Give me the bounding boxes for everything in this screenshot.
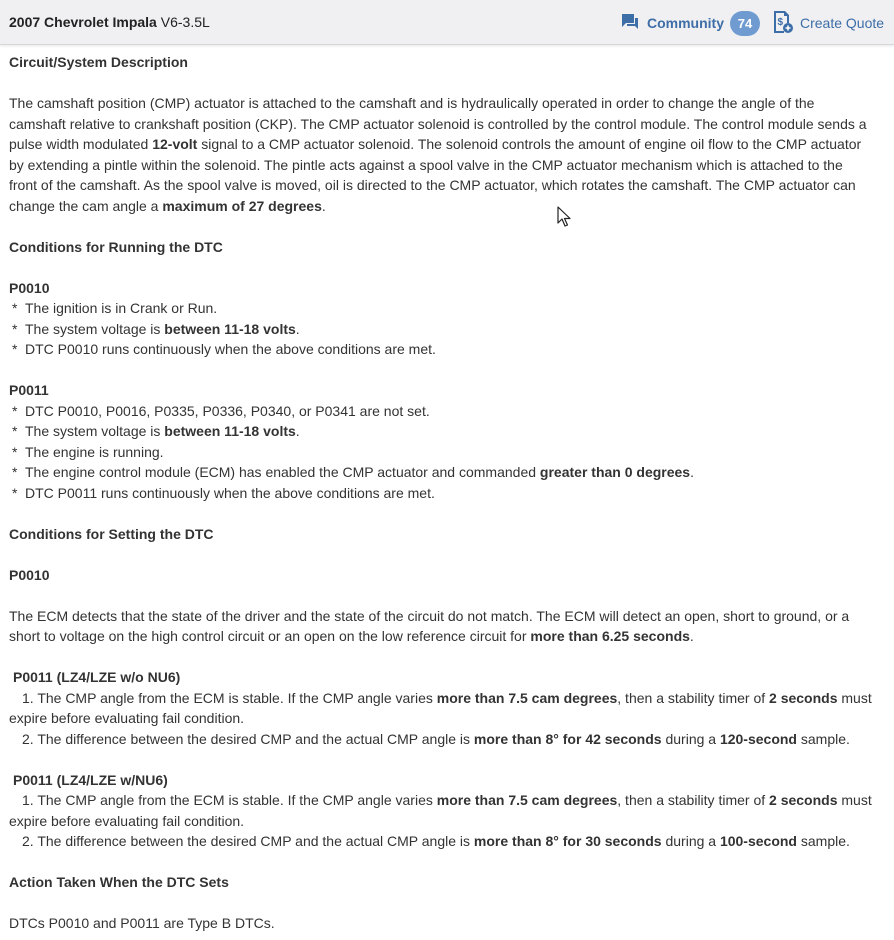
engine-label: V6-3.5L	[160, 14, 210, 30]
quote-icon	[772, 10, 794, 37]
chat-icon	[621, 13, 639, 34]
bullet-item: * The system voltage is between 11-18 volts.	[12, 320, 300, 337]
paragraph-line: camshaft relative to crankshaft position (CKP). The CMP actuator solenoid is controlled by the control module. The control module sends a	[9, 115, 867, 132]
vehicle-title: 2007 Chevrolet Impala V6-3.5L	[9, 14, 210, 30]
bullet-item: * The engine control module (ECM) has enabled the CMP actuator and commanded greater than 0 degrees.	[12, 464, 694, 480]
bullet-item: * DTC P0011 runs continuously when the above conditions are met.	[12, 484, 435, 501]
paragraph-line: change the cam angle a maximum of 27 degrees.	[9, 197, 326, 214]
circuit-heading: Circuit/System Description	[9, 54, 188, 70]
community-button[interactable]	[621, 10, 760, 36]
bullet-item: * The engine is running.	[12, 443, 164, 460]
action-text: DTCs P0010 and P0011 are Type B DTCs.	[9, 915, 275, 931]
top-bar	[0, 0, 894, 45]
bullet-item: * The ignition is in Crank or Run.	[12, 300, 218, 316]
community-count-badge: 74	[730, 11, 760, 36]
setting-heading: Conditions for Setting the DTC	[9, 525, 214, 542]
mouse-pointer-icon	[557, 206, 571, 228]
bullet-item: * DTC P0010, P0016, P0335, P0336, P0340, or P0341 are not set.	[12, 402, 430, 419]
bullet-item: * The system voltage is between 11-18 volts.	[12, 423, 300, 439]
dtc-code-label: P0010	[9, 566, 50, 583]
paragraph-line: by extending a pintle within the solenoid. The pintle acts against a spool valve in the CMP actuator mechanism which is attached to the	[9, 156, 843, 173]
create-quote-button[interactable]	[772, 10, 884, 36]
paragraph-line: front of the camshaft. As the spool valve is moved, oil is directed to the CMP actuator, which rotates the camshaft. The CMP actuator can	[9, 177, 856, 193]
running-heading: Conditions for Running the DTC	[9, 238, 223, 255]
procedure-document	[9, 45, 889, 934]
numbered-item-continuation: expire before evaluating fail condition.	[9, 710, 245, 726]
numbered-item: 1. The CMP angle from the ECM is stable. If the CMP angle varies more than 7.5 cam degrees, then a stability timer of 2 seconds must	[22, 792, 872, 808]
svg-text:$: $	[777, 16, 784, 28]
paragraph-line: pulse width modulated 12-volt signal to a CMP actuator solenoid. The solenoid controls the amount of engine oil flow to the CMP actuator	[9, 136, 862, 152]
paragraph-line: short to voltage on the high control circuit or an open on the low reference circuit for more than 6.25 seconds.	[9, 628, 694, 644]
paragraph-line: The camshaft position (CMP) actuator is attached to the camshaft and is hydraulically operated in order to change the angle of the	[9, 95, 815, 111]
dtc-code-label: P0011	[9, 382, 49, 398]
variant-heading: P0011 (LZ4/LZE w/NU6)	[13, 771, 168, 788]
numbered-item-continuation: expire before evaluating fail condition.	[9, 812, 245, 829]
numbered-item: 2. The difference between the desired CMP and the actual CMP angle is more than 8° for 30 seconds during a 100-second sample.	[22, 833, 850, 849]
action-heading: Action Taken When the DTC Sets	[9, 874, 229, 890]
paragraph-line: The ECM detects that the state of the driver and the state of the circuit do not match. The ECM will detect an open, short to ground, or a	[9, 607, 850, 624]
variant-heading: P0011 (LZ4/LZE w/o NU6)	[13, 669, 181, 685]
bullet-item: * DTC P0010 runs continuously when the above conditions are met.	[12, 341, 436, 357]
community-label: Community	[647, 15, 724, 31]
create-quote-label: Create Quote	[800, 15, 885, 31]
dtc-code-label: P0010	[9, 279, 50, 296]
numbered-item: 2. The difference between the desired CMP and the actual CMP angle is more than 8° for 42 seconds during a 120-second sample.	[22, 730, 850, 747]
numbered-item: 1. The CMP angle from the ECM is stable. If the CMP angle varies more than 7.5 cam degrees, then a stability timer of 2 seconds must	[22, 689, 872, 706]
